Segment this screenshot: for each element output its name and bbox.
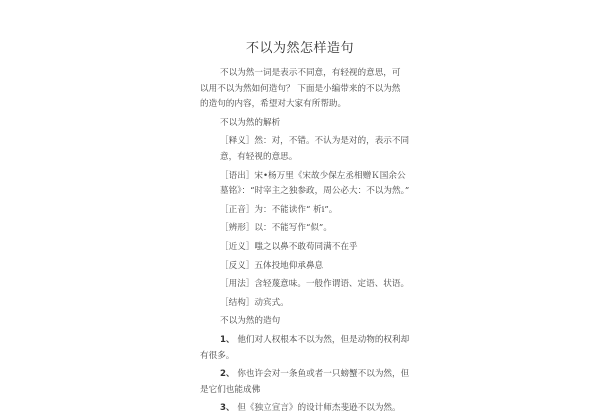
antonym-entry: ［反义］五体投地仰承鼻息 [220,260,324,271]
example-text: 你也许会对一条鱼或者一只螃蟹不以为然，但是它们也能成佛 [200,369,410,395]
examples-heading: 不以为然的造句 [220,316,281,327]
form-entry: ［辨形］以：不能写作“似”。 [220,223,332,234]
pronunciation-entry: ［正音］为：不能读作“ 析i”。 [220,204,338,215]
source-entry: ［语出］宋•杨万里《宋故少保左丞相赠Ｋ国余公墓铭》：“时宰主之独参政，周公必大：不以为然。” [220,170,410,197]
article-body [200,66,410,420]
example-sentence [200,401,410,417]
intro-paragraph: 不以为然一词是表示不同意，有轻视的意思，可 以用不以为然如何造句？ 下面是小编带来的不以为然 的造句的内容，希望对大家有所帮助。 [200,68,401,110]
example-text: 他们对人权根本不以为然，但是动物的权利却有很多。 [200,334,410,361]
page-title: 不以为然怎样造句 [245,41,354,56]
usage-entry: ［用法］含轻蔑意味。一般作谓语、定语、状语。 [220,279,410,290]
synonym-entry: ［近义］嗤之以鼻不敢苟同满不在乎 [220,241,358,252]
analysis-heading: 不以为然的解析 [220,117,281,128]
definition-entry: ［释义］然：对，不错。不认为是对的，表示不同意，有轻视的意思。 [220,136,410,162]
example-number: 1、 [220,334,235,345]
example-number: 3、 [220,403,235,414]
example-sentence [200,367,410,398]
example-text: 但《独立宣言》的设计师杰斐逊不以为然。 [237,403,401,414]
example-sentence [200,333,410,364]
structure-entry: ［结构］动宾式。 [220,297,289,308]
example-number: 2、 [220,369,235,380]
